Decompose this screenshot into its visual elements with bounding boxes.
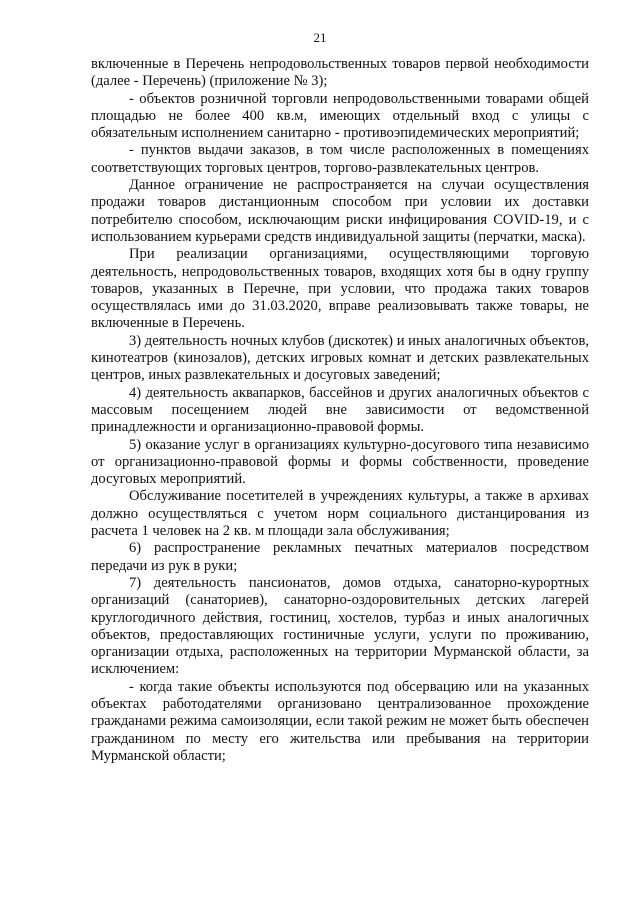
paragraph-item-3-night-clubs: 3) деятельность ночных клубов (дискотек) и иных аналогичных объектов, кинотеатров (кинозалов), детских игровых комнат и детских развлекательных центров, иных развлекательных и досуговых заведений; [91,332,589,384]
page-number: 21 [313,30,327,45]
paragraph-retail-objects: - объектов розничной торговли непродовольственными товарами общей площадью не более 400 кв.м, имеющих отдельный вход с улицы с обязательным исполнением санитарно - противоэпидемических мероприятий; [91,90,589,142]
paragraph-item-6-advertising: 6) распространение рекламных печатных материалов посредством передачи из рук в руки; [91,540,589,574]
document-body [91,56,589,765]
paragraph-intro: включенные в Перечень непродовольственных товаров первой необходимости (далее - Перечень) (приложение № 3); [91,56,589,90]
paragraph-pickup-points: - пунктов выдачи заказов, в том числе расположенных в помещениях соответствующих торговых центров, торгово-развлекательных центров. [91,142,589,176]
paragraph-non-listed-goods: При реализации организациями, осуществляющими торговую деятельность, непродовольственных товаров, входящих хотя бы в одну группу товаров, указанных в Перечне, при условии, что продажа таких товаров осуществлялась ими до 31.03.2020, вправе реализовывать также товары, не включенные в Перечень. [91,246,589,332]
paragraph-remote-sales-exception: Данное ограничение не распространяется на случаи осуществления продажи товаров дистанционным способом при условии их доставки потребителю способом, исключающим риски инфицирования COVID-19, и с использованием курьерами средств индивидуальной защиты (перчатки, маска). [91,177,589,245]
paragraph-observation-exception: - когда такие объекты используются под обсервацию или на указанных объектах работодателями организовано централизованное прохождение гражданами режима самоизоляции, если такой режим не может быть обеспечен гражданином по месту его жительства или пребывания на территории Мурманской области; [91,678,589,764]
paragraph-item-4-aquaparks: 4) деятельность аквапарков, бассейнов и других аналогичных объектов с массовым посещением людей вне зависимости от ведомственной принадлежности и организационно-правовой формы. [91,384,589,436]
paragraph-culture-visitors: Обслуживание посетителей в учреждениях культуры, а также в архивах должно осуществляться с учетом норм социального дистанцирования из расчета 1 человек на 2 кв. м площади зала обслуживания; [91,488,589,540]
paragraph-item-7-hotels: 7) деятельность пансионатов, домов отдыха, санаторно-курортных организаций (санаториев), санаторно-оздоровительных детских лагерей круглогодичного действия, гостиниц, хостелов, турбаз и иных аналогичных объектов, предоставляющих гостиничные услуги, услуги по проживанию, организации отдыха, расположенных на территории Мурманской области, за исключением: [91,574,589,678]
paragraph-item-5-cultural-services: 5) оказание услуг в организациях культурно-досугового типа независимо от организационно-правовой формы и формы собственности, проведение досуговых мероприятий. [91,436,589,488]
